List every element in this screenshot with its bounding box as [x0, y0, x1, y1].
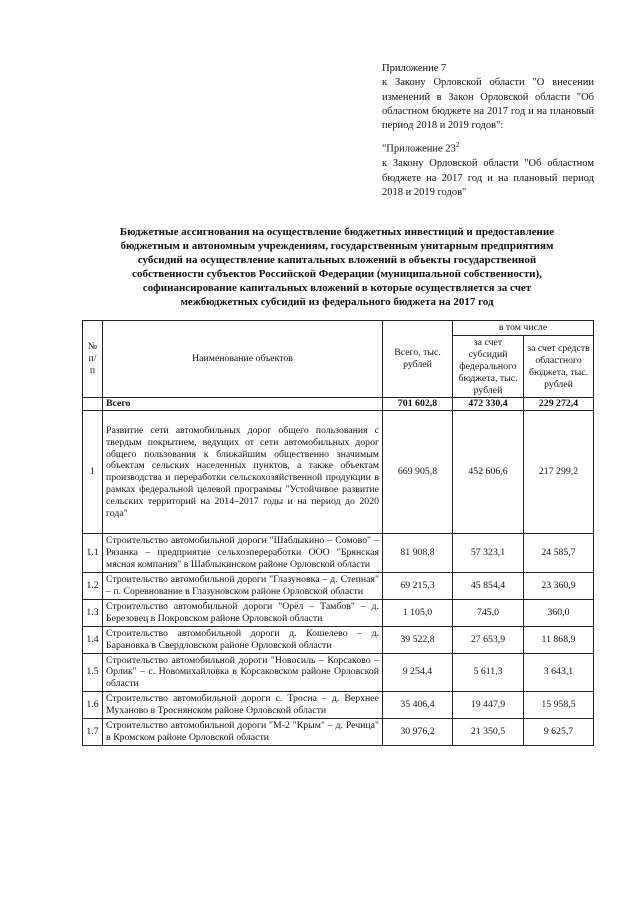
- row-name: Строительство автомобильной дороги "Шаблыкино – Сомово" – Рязанка – предприятие сельхозпереработки ООО "Брянская мясная компания" в Шаблыкинском районе Орловской области: [103, 534, 383, 573]
- row-name: Строительство автомобильной дороги "Орёл – Тамбов" – д. Березовец в Покровском районе Орловской области: [103, 599, 383, 626]
- table-row: [83, 599, 594, 626]
- row-federal: 57 323,1: [453, 534, 524, 573]
- total-amount: 701 602,8: [383, 398, 453, 411]
- row-name: Строительство автомобильной дороги д. Кошелево – д. Барановка в Свердловском районе Орловской области: [103, 626, 383, 653]
- annex-superscript: 2: [455, 141, 460, 150]
- row-federal: 745,0: [453, 599, 524, 626]
- table-row: [83, 626, 594, 653]
- table-row: [83, 692, 594, 719]
- row-name: Развитие сети автомобильных дорог общего пользования с твердым покрытием, ведущих от сети автомобильных дорог общего пользования к ближайшим общественно значимым объектам сельских населенных пунктов, а также объектам производства и переработки сельскохозяйственной продукции в рамках федеральной целевой программы "Устойчивое развитие сельских территорий на 2014–2017 годы и на период до 2020 года": [103, 411, 383, 534]
- row-name: Строительство автомобильной дороги "Глазуновка – д. Степная" – п. Соревнование в Глазуновском районе Орловской области: [103, 573, 383, 600]
- row-name: Строительство автомобильной дороги с. Тросна – д. Верхнее Муханово в Троснянском районе Орловской области: [103, 692, 383, 719]
- row-federal: 45 854,4: [453, 573, 524, 600]
- row-num: 1.3: [83, 599, 103, 626]
- row-num: 1.7: [83, 719, 103, 746]
- row-name: Строительство автомобильной дороги "Новосиль – Корсаково – Орлик" – с. Новомихайловка в Корсаковском районе Орловской области: [103, 653, 383, 692]
- header-total: Всего, тыс. рублей: [383, 321, 453, 398]
- table-row: [83, 653, 594, 692]
- title-line: Бюджетные ассигнования на осуществление бюджетных инвестиций и предоставление: [119, 226, 555, 238]
- row-regional: 9 625,7: [524, 719, 594, 746]
- row-total: 9 254,4: [383, 653, 453, 692]
- annex-sub-title-text: "Приложение 23: [382, 143, 456, 155]
- row-total: 69 215,3: [383, 573, 453, 600]
- row-total: 669 905,8: [383, 411, 453, 534]
- title-line: софинансирование капитальных вложений в которые осуществляется за счет: [142, 281, 532, 294]
- row-regional: 217 299,2: [524, 411, 594, 534]
- row-num: 1.2: [83, 573, 103, 600]
- budget-table: [82, 320, 594, 746]
- annex-sub-reference: к Закону Орловской области "Об областном бюджете на 2017 год и на плановый период 2018 и 2019 годов": [382, 158, 594, 198]
- row-total: 39 522,8: [383, 626, 453, 653]
- row-num: 1.6: [83, 692, 103, 719]
- header-num: № п/п: [83, 321, 103, 398]
- total-num-cell: [83, 398, 103, 411]
- row-total: 81 908,8: [383, 534, 453, 573]
- annex-title: Приложение 7: [382, 63, 447, 74]
- row-regional: 23 360,9: [524, 573, 594, 600]
- header-including: в том числе: [453, 321, 594, 336]
- total-federal: 472 330,4: [453, 398, 524, 411]
- table-row: [83, 534, 594, 573]
- title-line: субсидий на осуществление капитальных вложений в объекты государственной: [137, 253, 537, 266]
- annex-sub-title: [382, 138, 594, 157]
- header-name: Наименование объектов: [103, 321, 383, 398]
- row-federal: 19 447,9: [453, 692, 524, 719]
- row-regional: 24 585,7: [524, 534, 594, 573]
- row-total: 35 406,4: [383, 692, 453, 719]
- row-federal: 452 606,6: [453, 411, 524, 534]
- row-num: 1.4: [83, 626, 103, 653]
- table-row: [83, 573, 594, 600]
- row-federal: 21 350,5: [453, 719, 524, 746]
- row-num: 1: [83, 411, 103, 534]
- title-line: собственности субъектов Российской Федерации (муниципальной собственности),: [132, 267, 542, 280]
- row-regional: 360,0: [524, 599, 594, 626]
- row-regional: 11 868,9: [524, 626, 594, 653]
- row-federal: 5 611,3: [453, 653, 524, 692]
- header-regional: за счет средств областного бюджета, тыс. рублей: [524, 335, 594, 398]
- total-row: [83, 398, 594, 411]
- annex-law-reference: к Закону Орловской области "О внесении изменений в Закон Орловской области "Об областном бюджете на 2017 год и на плановый период 2018 и 2019 годов":: [382, 77, 594, 132]
- document-title: [84, 226, 590, 309]
- header-federal: за счет субсидий федерального бюджета, тыс. рублей: [453, 335, 524, 398]
- row-total: 30 976,2: [383, 719, 453, 746]
- row-num: 1.1: [83, 534, 103, 573]
- row-name: Строительство автомобильной дороги "М-2 "Крым" – д. Речица" в Кромском районе Орловской области: [103, 719, 383, 746]
- title-line: бюджетным и автономным учреждениям, государственным унитарным предприятиям: [120, 239, 554, 252]
- table-row: [83, 719, 594, 746]
- total-label: Всего: [103, 398, 383, 411]
- annex-reference: [382, 62, 594, 200]
- title-line: межбюджетных субсидий из федерального бюджета на 2017 год: [180, 295, 494, 308]
- table-row: [83, 411, 594, 534]
- row-regional: 15 958,5: [524, 692, 594, 719]
- total-regional: 229 272,4: [524, 398, 594, 411]
- row-num: 1.5: [83, 653, 103, 692]
- row-federal: 27 653,9: [453, 626, 524, 653]
- row-total: 1 105,0: [383, 599, 453, 626]
- row-regional: 3 643,1: [524, 653, 594, 692]
